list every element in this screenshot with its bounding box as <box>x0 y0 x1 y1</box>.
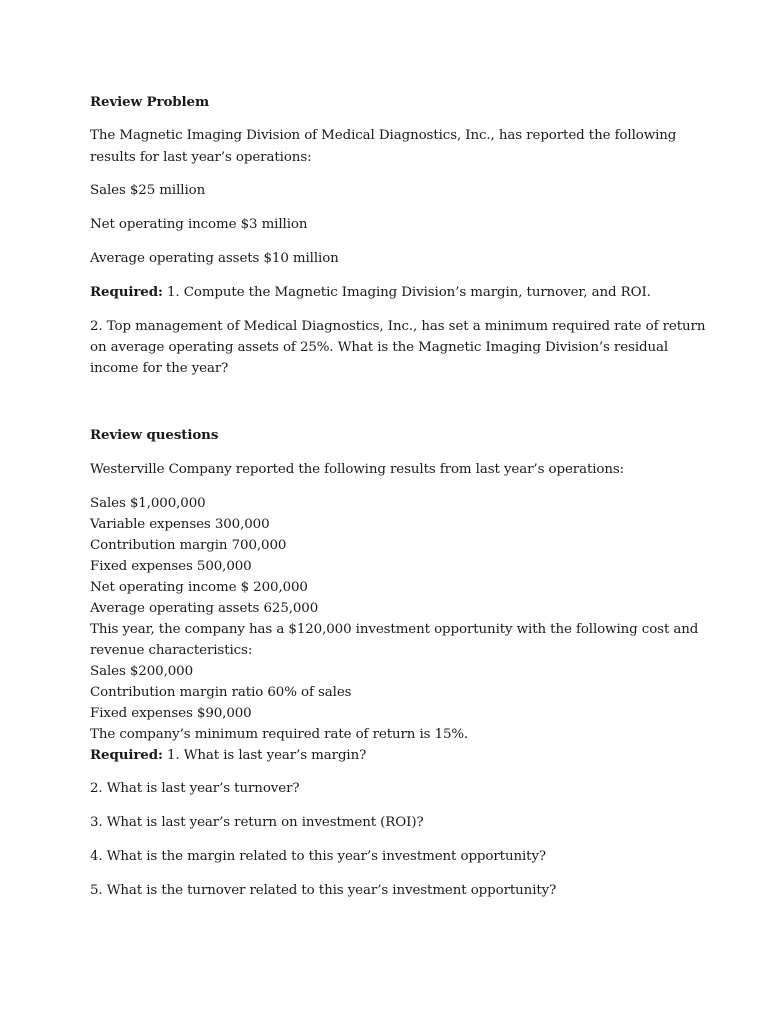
data-line: Sales $200,000 <box>90 664 193 679</box>
review-questions-required <box>90 749 366 762</box>
required-item-1: 1. Compute the Magnetic Imaging Division’s margin, turnover, and ROI. <box>162 285 651 300</box>
review-problem-heading: Review Problem <box>90 94 210 110</box>
question-5: 5. What is the turnover related to this year’s investment opportunity? <box>90 883 557 898</box>
data-line: Net operating income $ 200,000 <box>90 580 308 595</box>
question-2: 2. What is last year’s turnover? <box>90 781 300 796</box>
required-label: Required: <box>90 747 163 763</box>
review-problem-required <box>90 286 651 299</box>
review-problem-item-2-line-1: 2. Top management of Medical Diagnostics, Inc., has set a minimum required rate of return <box>90 319 706 334</box>
data-line: Sales $1,000,000 <box>90 496 206 511</box>
review-questions-intro: Westerville Company reported the following results from last year’s operations: <box>90 462 625 477</box>
question-1: 1. What is last year’s margin? <box>162 748 367 763</box>
data-line: Contribution margin 700,000 <box>90 538 287 553</box>
review-problem-item-2-line-2: on average operating assets of 25%. What is the Magnetic Imaging Division’s residual <box>90 340 669 355</box>
review-problem-average-operating-assets: Average operating assets $10 million <box>90 251 339 266</box>
data-line: Average operating assets 625,000 <box>90 601 319 616</box>
data-line: This year, the company has a $120,000 investment opportunity with the following cost and <box>90 622 699 637</box>
data-line: Contribution margin ratio 60% of sales <box>90 685 352 700</box>
data-line: Fixed expenses 500,000 <box>90 559 252 574</box>
required-label: Required: <box>90 284 163 300</box>
review-problem-net-operating-income: Net operating income $3 million <box>90 217 308 232</box>
data-line: Fixed expenses $90,000 <box>90 706 252 721</box>
question-3: 3. What is last year’s return on investment (ROI)? <box>90 815 424 830</box>
question-4: 4. What is the margin related to this year’s investment opportunity? <box>90 849 546 864</box>
review-problem-intro-line-2: results for last year’s operations: <box>90 150 312 165</box>
review-problem-sales: Sales $25 million <box>90 183 206 198</box>
data-line: revenue characteristics: <box>90 643 253 658</box>
review-questions-heading: Review questions <box>90 427 219 443</box>
review-problem-intro-line-1: The Magnetic Imaging Division of Medical Diagnostics, Inc., has reported the following <box>90 128 677 143</box>
data-line: The company’s minimum required rate of return is 15%. <box>90 727 469 742</box>
data-line: Variable expenses 300,000 <box>90 517 270 532</box>
review-problem-item-2-line-3: income for the year? <box>90 361 229 376</box>
